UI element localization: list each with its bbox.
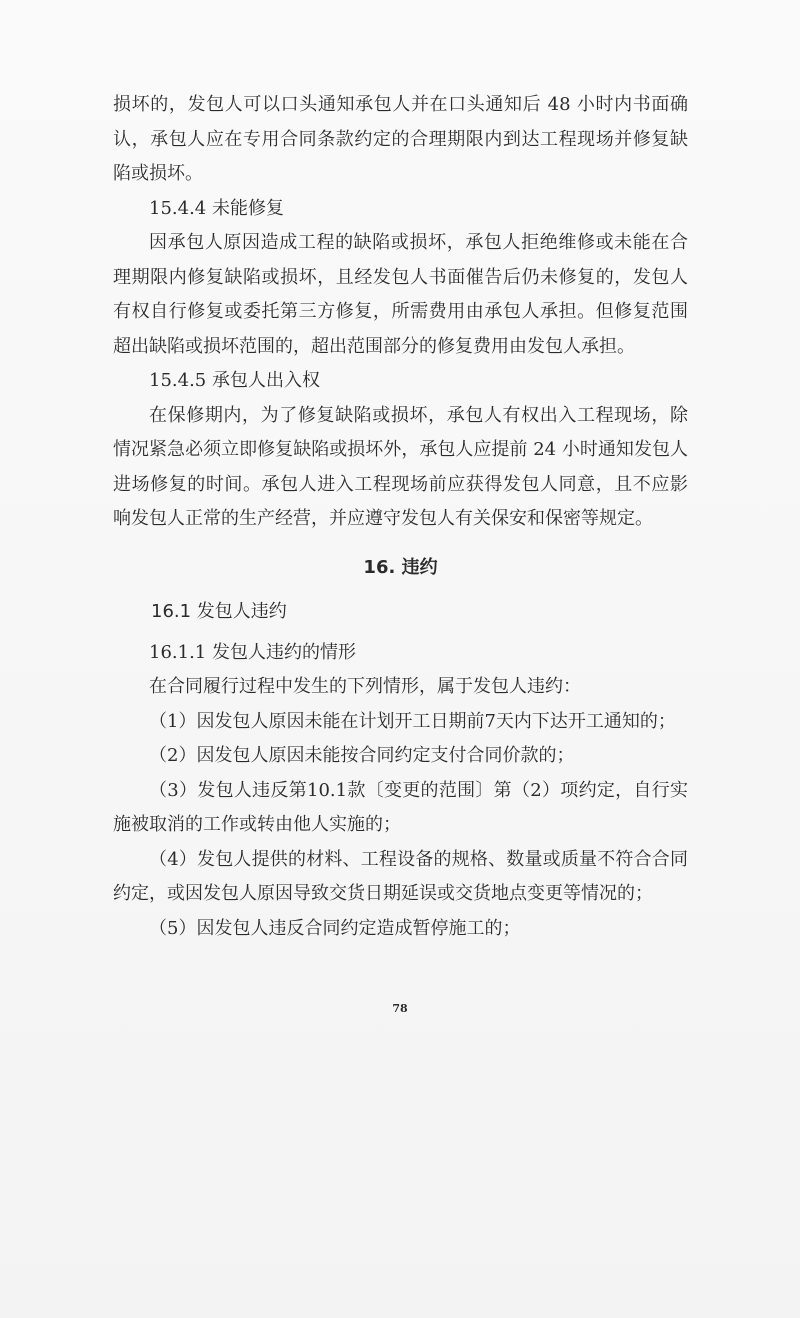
paragraph-continued: 损坏的，发包人可以口头通知承包人并在口头通知后 48 小时内书面确认，承包人应在专用合同条款约定的合理期限内到达工程现场并修复缺陷或损坏。: [113, 94, 688, 184]
heading-16-1-1: 16.1.1 发包人违约的情形: [149, 641, 356, 663]
list-item: （1）因发包人原因未能在计划开工日期前7天内下达开工通知的；: [149, 710, 676, 732]
list-item: （4）发包人提供的材料、工程设备的规格、数量或质量不符合合同约定，或因发包人原因导致交货日期延误或交货地点变更等情况的；: [113, 848, 688, 904]
page-number: 78: [392, 1002, 408, 1015]
document-body: [113, 88, 688, 946]
list-item: （5）因发包人违反合同约定造成暂停施工的；: [149, 917, 521, 939]
paragraph-15-4-4: 因承包人原因造成工程的缺陷或损坏，承包人拒绝维修或未能在合理期限内修复缺陷或损坏，且经发包人书面催告后仍未修复的，发包人有权自行修复或委托第三方修复，所需费用由承包人承担。但修复范围超出缺陷或损坏范围的，超出范围部分的修复费用由发包人承担。: [113, 232, 688, 357]
paragraph-15-4-5: 在保修期内，为了修复缺陷或损坏，承包人有权出入工程现场，除情况紧急必须立即修复缺陷或损坏外，承包人应提前 24 小时通知发包人进场修复的时间。承包人进入工程现场前应获得发包人同意，且不应影响发包人正常的生产经营，并应遵守发包人有关保安和保密等规定。: [113, 404, 688, 529]
paragraph-16-1-1-intro: 在合同履行过程中发生的下列情形，属于发包人违约：: [149, 676, 581, 697]
list-item: （2）因发包人原因未能按合同约定支付合同价款的；: [149, 745, 575, 766]
list-item: （3）发包人违反第10.1款〔变更的范围〕第（2）项约定，自行实施被取消的工作或转由他人实施的；: [113, 779, 688, 835]
heading-15-4-4: 15.4.4 未能修复: [149, 197, 284, 219]
section-title-16: 16. 违约: [363, 556, 438, 578]
heading-16-1: 16.1 发包人违约: [151, 601, 287, 622]
heading-15-4-5: 15.4.5 承包人出入权: [149, 370, 320, 391]
